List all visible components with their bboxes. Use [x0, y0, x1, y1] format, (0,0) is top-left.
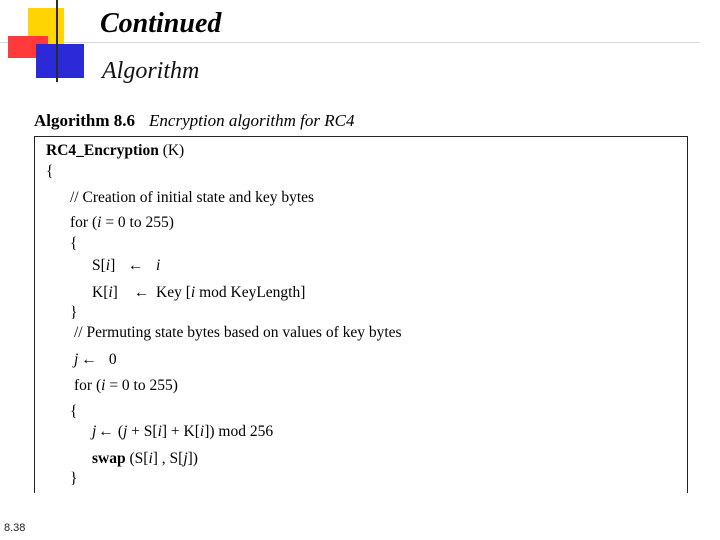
index-j: j	[183, 450, 188, 467]
index-i-rhs: i	[156, 257, 161, 274]
code-line-s-assign	[92, 256, 115, 276]
slide-title: Continued	[100, 8, 222, 39]
bracket-close: ]	[112, 284, 118, 301]
code-line-comment-1: // Creation of initial state and key bytes	[70, 189, 315, 206]
index-i: i	[148, 450, 153, 467]
code-line-close-brace-3: }	[70, 470, 78, 487]
page-number: 8.38	[4, 522, 26, 534]
index-i: i	[199, 423, 205, 440]
code-line-j-init	[74, 350, 117, 370]
mod-256: ]) mod 256	[204, 423, 274, 440]
swap-s: (S[	[125, 450, 149, 467]
swap-keyword: swap	[92, 450, 126, 467]
function-name: RC4_Encryption	[46, 142, 159, 159]
bracket-close: ]	[110, 257, 116, 274]
code-line-open-brace-3: {	[70, 403, 78, 420]
for-keyword: for (	[70, 214, 98, 231]
plus-s: + S[	[127, 423, 158, 440]
code-line-j-update	[92, 422, 273, 442]
function-args: (K)	[158, 142, 185, 159]
plus-k: ] + K[	[161, 423, 200, 440]
s-rhs	[156, 256, 160, 276]
loop-range: = 0 to 255)	[101, 214, 174, 231]
loop-var: i	[101, 377, 106, 394]
arrow-j: ←	[81, 351, 97, 368]
var-j: j	[74, 351, 79, 368]
for-keyword: for (	[74, 377, 102, 394]
title-divider-line	[0, 42, 700, 43]
code-line-for-2	[74, 376, 178, 396]
algorithm-caption: Encryption algorithm for RC4	[149, 111, 355, 130]
var-j: j	[92, 423, 97, 440]
paren-open: (	[117, 423, 123, 440]
blue-square-decoration	[36, 44, 84, 78]
algorithm-header	[34, 110, 354, 132]
key-array: Key [	[156, 284, 191, 301]
code-line-open-brace-2: {	[70, 235, 78, 252]
j-value: 0	[108, 351, 117, 368]
var-j: j	[122, 423, 128, 440]
swap-close: ])	[187, 450, 198, 467]
arrow-update: ←	[98, 423, 114, 440]
code-line-comment-2: // Permuting state bytes based on values of key bytes	[74, 324, 402, 341]
index-i: i	[157, 423, 162, 440]
code-line-open-brace: {	[46, 163, 54, 180]
swap-sep: ] , S[	[152, 450, 184, 467]
loop-range: = 0 to 255)	[105, 377, 178, 394]
slide-subtitle: Algorithm	[102, 58, 200, 84]
code-line-for-1	[70, 213, 174, 233]
s-array: S[	[92, 257, 106, 274]
index-i: i	[105, 257, 111, 274]
code-line-close-brace-2: }	[70, 304, 78, 321]
code-line-function	[46, 141, 184, 161]
vertical-divider-line	[56, 0, 58, 82]
loop-var: i	[97, 214, 102, 231]
algorithm-number: Algorithm 8.6	[34, 111, 136, 130]
arrow-s: ←	[128, 257, 144, 274]
k-array: K[	[92, 284, 109, 301]
index-i: i	[190, 284, 196, 301]
code-line-k-assign	[92, 283, 118, 303]
arrow-k: ←	[134, 284, 150, 301]
mod-keylength: mod KeyLength]	[195, 284, 306, 301]
k-rhs	[156, 283, 305, 303]
index-i: i	[108, 284, 113, 301]
code-line-swap	[92, 449, 198, 469]
